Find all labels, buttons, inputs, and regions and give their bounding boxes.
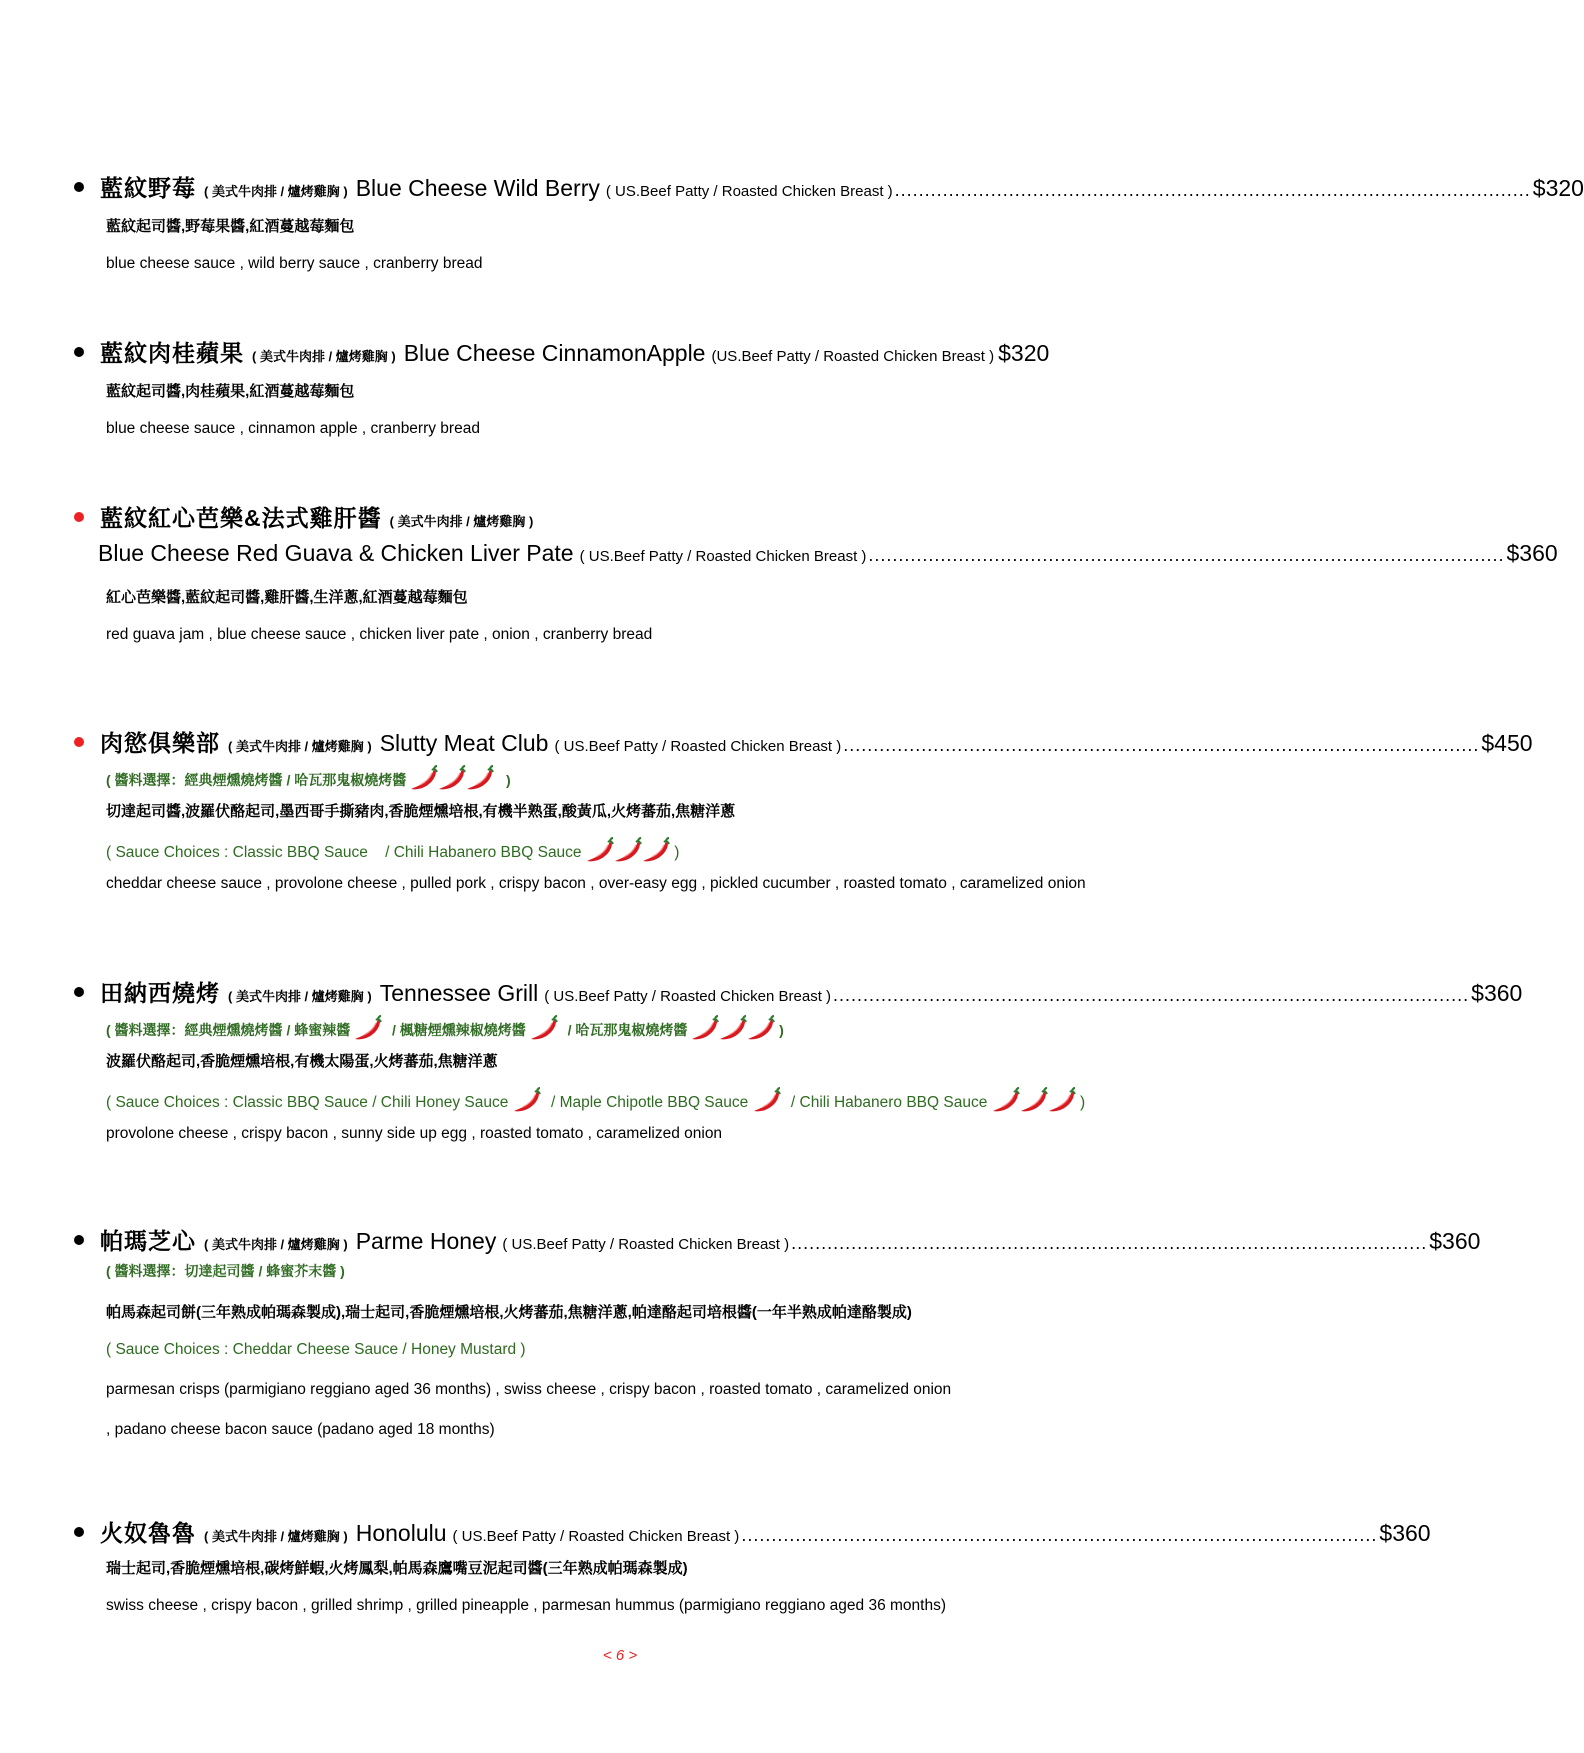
menu-item <box>74 975 1523 1175</box>
chili-pepper-icon <box>354 1015 382 1041</box>
item-name-en: Honolulu <box>355 1520 447 1546</box>
item-price: $320 <box>1532 175 1584 201</box>
bullet-icon <box>74 987 84 997</box>
item-title-line <box>100 725 1533 757</box>
menu-item <box>74 725 1533 925</box>
sauce-choices-en <box>106 837 679 863</box>
item-options-en: ( US.Beef Patty / Roasted Chicken Breast ) <box>544 988 832 1005</box>
item-desc-en: swiss cheese , crispy bacon , grilled shrimp , grilled pineapple , parmesan hummus (parmigiano reggiano aged 36 months) <box>106 1597 947 1614</box>
item-options-zh: ( 美式牛肉排 / 爐烤雞胸 ) <box>204 1529 348 1544</box>
item-desc-zh: 帕馬森起司餅(三年熟成帕瑪森製成),瑞士起司,香脆煙燻培根,火烤蕃茄,焦糖洋蔥,帕達酪起司培根醬(一年半熟成帕達酪製成) <box>106 1304 912 1321</box>
item-desc-en: parmesan crisps (parmigiano reggiano aged 36 months) , swiss cheese , crispy bacon , roasted tomato , caramelized onion <box>106 1381 952 1398</box>
chili-pepper-icon <box>614 837 642 863</box>
chili-pepper-icon <box>530 1015 558 1041</box>
item-price: $360 <box>1471 980 1523 1006</box>
chili-pepper-icon <box>1020 1087 1048 1113</box>
chili-pepper-icon <box>586 837 614 863</box>
item-name-en: Slutty Meat Club <box>379 730 549 756</box>
item-desc-zh: 波羅伏酪起司,香脆煙燻培根,有機太陽蛋,火烤蕃茄,焦糖洋蔥 <box>106 1053 498 1070</box>
menu-item <box>74 335 1170 445</box>
menu-item <box>74 170 1584 280</box>
dot-leader: .......................................................................................................... <box>843 735 1480 755</box>
item-desc-zh: 紅心芭樂醬,藍紋起司醬,雞肝醬,生洋蔥,紅酒蔓越莓麵包 <box>106 589 468 606</box>
sauce-choices-zh <box>106 765 511 791</box>
chili-pepper-icon <box>691 1015 719 1041</box>
item-options-en: ( US.Beef Patty / Roasted Chicken Breast ) <box>605 183 893 200</box>
sauce-text: ) <box>506 772 511 788</box>
item-name-en: Blue Cheese Red Guava & Chicken Liver Pate <box>98 540 574 566</box>
bullet-icon <box>74 347 84 357</box>
item-title-line <box>100 500 1170 532</box>
item-price: $320 <box>998 340 1050 366</box>
item-options-en: ( US.Beef Patty / Roasted Chicken Breast ) <box>579 548 867 565</box>
item-title-line <box>100 1515 1431 1547</box>
sauce-choices-en <box>106 1087 1085 1113</box>
item-options-zh: ( 美式牛肉排 / 爐烤雞胸 ) <box>228 989 372 1004</box>
sauce-choices-zh <box>106 1015 784 1041</box>
sauce-text: / Maple Chipotle BBQ Sauce <box>550 1094 749 1111</box>
item-name-en: Blue Cheese Wild Berry <box>355 175 600 201</box>
menu-item <box>74 1515 1431 1625</box>
bullet-icon <box>74 512 84 522</box>
chili-pepper-icon <box>719 1015 747 1041</box>
item-options-zh: ( 美式牛肉排 / 爐烤雞胸 ) <box>389 514 534 529</box>
item-options-en: ( US.Beef Patty / Roasted Chicken Breast ) <box>452 1528 740 1545</box>
bullet-icon <box>74 182 84 192</box>
item-title-line <box>100 1223 1481 1255</box>
item-name-en: Tennessee Grill <box>379 980 539 1006</box>
sauce-text: / 哈瓦那鬼椒燒烤醬 <box>567 1022 688 1038</box>
item-price: $360 <box>1429 1228 1481 1254</box>
page-number: < 6 > <box>602 1647 638 1664</box>
dot-leader: .......................................................................................................... <box>868 545 1505 565</box>
chili-pepper-icon <box>1048 1087 1076 1113</box>
sauce-choices-en: ( Sauce Choices : Cheddar Cheese Sauce / Honey Mustard ) <box>106 1341 526 1358</box>
sauce-text: ) <box>674 844 680 861</box>
chili-pepper-icon <box>438 765 466 791</box>
item-desc-en: cheddar cheese sauce , provolone cheese , pulled pork , crispy bacon , over-easy egg , pickled cucumber , roasted tomato , caramelized onion <box>106 875 1086 892</box>
sauce-choices-zh: ( 醬料選擇：切達起司醬 / 蜂蜜芥末醬 ) <box>106 1263 345 1279</box>
item-options-zh: ( 美式牛肉排 / 爐烤雞胸 ) <box>204 1237 348 1252</box>
item-name-zh: 帕瑪芝心 <box>100 1228 196 1254</box>
item-desc-en: blue cheese sauce , wild berry sauce , cranberry bread <box>106 255 483 272</box>
item-desc-zh: 藍紋起司醬,肉桂蘋果,紅酒蔓越莓麵包 <box>106 383 355 400</box>
item-options-zh: ( 美式牛肉排 / 爐烤雞胸 ) <box>228 739 372 754</box>
item-price: $450 <box>1481 730 1533 756</box>
sauce-text: ( Sauce Choices : Classic BBQ Sauce / Chili Honey Sauce <box>106 1094 509 1111</box>
item-name-en: Blue Cheese CinnamonApple <box>403 340 706 366</box>
item-name-zh: 藍紋野莓 <box>100 175 196 201</box>
chili-pepper-icon <box>747 1015 775 1041</box>
item-name-zh: 田納西燒烤 <box>100 980 220 1006</box>
item-name-zh: 火奴魯魯 <box>100 1520 196 1546</box>
sauce-text: ( 醬料選擇：經典煙燻燒烤醬 / 蜂蜜辣醬 <box>106 1022 351 1038</box>
bullet-icon <box>74 737 84 747</box>
bullet-icon <box>74 1527 84 1537</box>
chili-pepper-icon <box>410 765 438 791</box>
item-options-zh: ( 美式牛肉排 / 爐烤雞胸 ) <box>252 349 396 364</box>
sauce-text: ) <box>1079 1094 1086 1111</box>
item-name-zh: 藍紋紅心芭樂&法式雞肝醬 <box>100 505 382 531</box>
sauce-text: ) <box>779 1022 784 1038</box>
sauce-text: / 楓糖煙燻辣椒燒烤醬 <box>392 1022 526 1038</box>
item-options-en: ( US.Beef Patty / Roasted Chicken Breast ) <box>554 738 842 755</box>
chili-pepper-icon <box>753 1087 781 1113</box>
sauce-text: ( Sauce Choices : Classic BBQ Sauce / Chili Habanero BBQ Sauce <box>106 844 582 861</box>
item-price: $360 <box>1379 1520 1431 1546</box>
item-name-zh: 藍紋肉桂蘋果 <box>100 340 244 366</box>
item-desc-zh: 瑞士起司,香脆煙燻培根,碳烤鮮蝦,火烤鳳梨,帕馬森鷹嘴豆泥起司醬(三年熟成帕瑪森製成) <box>106 1560 688 1577</box>
menu-item <box>74 500 1558 670</box>
dot-leader: .......................................................................................................... <box>791 1233 1428 1253</box>
item-desc-en: blue cheese sauce , cinnamon apple , cranberry bread <box>106 420 480 437</box>
dot-leader: .......................................................................................................... <box>741 1525 1378 1545</box>
item-options-en: (US.Beef Patty / Roasted Chicken Breast ) <box>711 348 995 365</box>
item-desc-zh: 藍紋起司醬,野莓果醬,紅酒蔓越莓麵包 <box>106 218 355 235</box>
item-name-en: Parme Honey <box>355 1228 497 1254</box>
chili-pepper-icon <box>992 1087 1020 1113</box>
item-desc-en: provolone cheese , crispy bacon , sunny side up egg , roasted tomato , caramelized onion <box>106 1125 723 1142</box>
dot-leader: .......................................................................................................... <box>894 180 1531 200</box>
item-title-line <box>100 170 1584 202</box>
item-options-en: ( US.Beef Patty / Roasted Chicken Breast ) <box>502 1236 790 1253</box>
item-name-zh: 肉慾俱樂部 <box>100 730 220 756</box>
item-desc-en-cont: , padano cheese bacon sauce (padano aged 18 months) <box>106 1421 495 1438</box>
item-options-zh: ( 美式牛肉排 / 爐烤雞胸 ) <box>204 184 348 199</box>
chili-pepper-icon <box>513 1087 541 1113</box>
chili-pepper-icon <box>466 765 494 791</box>
item-desc-en: red guava jam , blue cheese sauce , chicken liver pate , onion , cranberry bread <box>106 626 653 643</box>
menu-item <box>74 1223 1481 1463</box>
item-title-line <box>100 335 1170 367</box>
sauce-text: ( 醬料選擇：經典煙燻燒烤醬 / 哈瓦那鬼椒燒烤醬 <box>106 772 407 788</box>
item-desc-zh: 切達起司醬,波羅伏酪起司,墨西哥手撕豬肉,香脆煙燻培根,有機半熟蛋,酸黃瓜,火烤蕃茄,焦糖洋蔥 <box>106 803 736 820</box>
chili-pepper-icon <box>642 837 670 863</box>
item-title-line-en <box>98 540 1558 572</box>
sauce-text: / Chili Habanero BBQ Sauce <box>790 1094 988 1111</box>
item-title-line <box>100 975 1523 1007</box>
bullet-icon <box>74 1235 84 1245</box>
item-price: $360 <box>1506 540 1558 566</box>
dot-leader: .......................................................................................................... <box>833 985 1470 1005</box>
